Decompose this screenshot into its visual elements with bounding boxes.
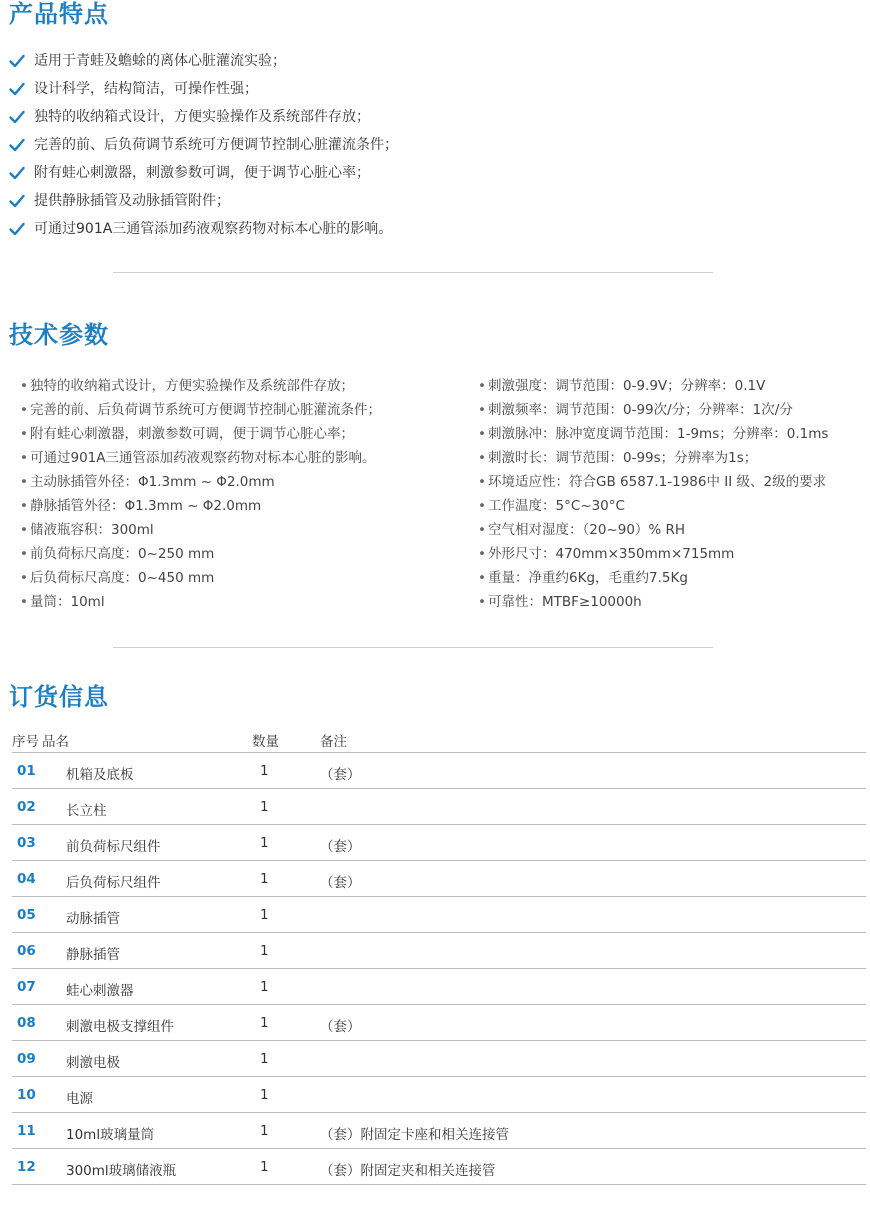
row-note: （套）附固定夹和相关连接管 <box>320 1163 496 1179</box>
bullet-icon: • <box>478 522 486 538</box>
feature-text: 独特的收纳箱式设计，方便实验操作及系统部件存放； <box>34 109 370 125</box>
param-text: 静脉插管外径：Φ1.3mm ~ Φ2.0mm <box>30 498 262 514</box>
bullet-icon: • <box>478 570 486 586</box>
table-header <box>12 726 866 753</box>
bullet-icon: • <box>20 594 28 610</box>
check-icon <box>9 194 25 208</box>
feature-text: 设计科学，结构简洁，可操作性强； <box>34 81 258 97</box>
table-row <box>12 1077 866 1113</box>
bullet-icon: • <box>478 546 486 562</box>
feature-item <box>0 159 870 187</box>
bullet-icon: • <box>20 426 28 442</box>
bullet-icon: • <box>478 378 486 394</box>
feature-item <box>0 215 870 243</box>
param-item <box>20 374 381 398</box>
param-item <box>478 566 828 590</box>
row-name: 静脉插管 <box>66 947 120 963</box>
param-item <box>20 422 381 446</box>
section-title-order: 订货信息 <box>9 683 109 711</box>
param-text: 完善的前、后负荷调节系统可方便调节控制心脏灌流条件； <box>30 402 381 418</box>
param-text: 刺激脉冲：脉冲宽度调节范围：1-9ms；分辨率：0.1ms <box>488 426 829 442</box>
row-no: 07 <box>17 979 36 995</box>
row-qty: 1 <box>260 1159 269 1175</box>
param-item <box>20 398 381 422</box>
table-row <box>12 861 866 897</box>
row-no: 04 <box>17 871 36 887</box>
feature-text: 完善的前、后负荷调节系统可方便调节控制心脏灌流条件； <box>34 137 398 153</box>
feature-text: 适用于青蛙及蟾蜍的离体心脏灌流实验； <box>34 53 286 69</box>
section-divider <box>113 647 713 648</box>
row-name: 机箱及底板 <box>66 767 134 783</box>
check-icon <box>9 82 25 96</box>
row-qty: 1 <box>260 1087 269 1103</box>
row-no: 03 <box>17 835 36 851</box>
table-row <box>12 1149 866 1185</box>
param-text: 刺激强度：调节范围：0-9.9V；分辨率：0.1V <box>488 378 766 394</box>
bullet-icon: • <box>478 474 486 490</box>
param-item <box>478 470 828 494</box>
row-note: （套） <box>320 767 361 783</box>
row-note: （套） <box>320 839 361 855</box>
row-name: 蛙心刺激器 <box>66 983 134 999</box>
bullet-icon: • <box>478 402 486 418</box>
table-row <box>12 897 866 933</box>
param-text: 附有蛙心刺激器，刺激参数可调，便于调节心脏心率； <box>30 426 354 442</box>
row-no: 06 <box>17 943 36 959</box>
param-item <box>478 398 828 422</box>
param-text: 储液瓶容积：300ml <box>30 522 154 538</box>
header-no: 序号 <box>12 734 39 750</box>
row-qty: 1 <box>260 1051 269 1067</box>
param-item <box>20 446 381 470</box>
feature-item <box>0 47 870 75</box>
param-text: 刺激频率：调节范围：0-99次/分；分辨率：1次/分 <box>488 402 793 418</box>
param-text: 可通过901A三通管添加药液观察药物对标本心脏的影响。 <box>30 450 376 466</box>
param-item <box>478 374 828 398</box>
bullet-icon: • <box>20 378 28 394</box>
feature-item <box>0 75 870 103</box>
param-item <box>20 494 381 518</box>
section-title-params: 技术参数 <box>9 321 109 349</box>
param-text: 刺激时长：调节范围：0-99s；分辨率为1s； <box>488 450 758 466</box>
row-no: 02 <box>17 799 36 815</box>
header-qty: 数量 <box>252 734 279 750</box>
bullet-icon: • <box>20 402 28 418</box>
header-name: 品名 <box>42 734 69 750</box>
row-note: （套） <box>320 875 361 891</box>
bullet-icon: • <box>20 546 28 562</box>
param-item <box>478 518 828 542</box>
param-item <box>20 542 381 566</box>
row-note: （套） <box>320 1019 361 1035</box>
row-name: 300ml玻璃储液瓶 <box>66 1163 177 1179</box>
row-no: 08 <box>17 1015 36 1031</box>
row-qty: 1 <box>260 871 269 887</box>
row-no: 01 <box>17 763 36 779</box>
bullet-icon: • <box>478 450 486 466</box>
bullet-icon: • <box>20 474 28 490</box>
row-name: 前负荷标尺组件 <box>66 839 161 855</box>
row-no: 05 <box>17 907 36 923</box>
table-row <box>12 1041 866 1077</box>
feature-text: 可通过901A三通管添加药液观察药物对标本心脏的影响。 <box>34 221 393 237</box>
row-name: 电源 <box>66 1091 93 1107</box>
param-text: 可靠性：MTBF≥10000h <box>488 594 642 610</box>
order-table <box>12 726 866 1185</box>
table-row <box>12 789 866 825</box>
table-row <box>12 1113 866 1149</box>
row-name: 长立柱 <box>66 803 107 819</box>
check-icon <box>9 54 25 68</box>
row-name: 刺激电极 <box>66 1055 120 1071</box>
row-name: 10ml玻璃量筒 <box>66 1127 155 1143</box>
check-icon <box>9 166 25 180</box>
table-row <box>12 825 866 861</box>
check-icon <box>9 222 25 236</box>
feature-text: 附有蛙心刺激器，刺激参数可调，便于调节心脏心率； <box>34 165 370 181</box>
section-divider <box>113 272 713 273</box>
row-qty: 1 <box>260 979 269 995</box>
row-qty: 1 <box>260 835 269 851</box>
bullet-icon: • <box>20 498 28 514</box>
param-text: 主动脉插管外径：Φ1.3mm ~ Φ2.0mm <box>30 474 275 490</box>
params-left-column <box>20 374 381 614</box>
row-no: 12 <box>17 1159 36 1175</box>
feature-item <box>0 187 870 215</box>
param-item <box>478 590 828 614</box>
param-item <box>20 470 381 494</box>
section-title-features: 产品特点 <box>9 0 109 28</box>
bullet-icon: • <box>20 450 28 466</box>
param-item <box>20 590 381 614</box>
param-text: 前负荷标尺高度：0~250 mm <box>30 546 215 562</box>
bullet-icon: • <box>20 570 28 586</box>
feature-list <box>0 47 870 243</box>
row-qty: 1 <box>260 1015 269 1031</box>
feature-item <box>0 131 870 159</box>
bullet-icon: • <box>478 594 486 610</box>
row-qty: 1 <box>260 943 269 959</box>
row-no: 09 <box>17 1051 36 1067</box>
feature-item <box>0 103 870 131</box>
param-text: 外形尺寸：470mm×350mm×715mm <box>488 546 735 562</box>
row-note: （套）附固定卡座和相关连接管 <box>320 1127 509 1143</box>
table-row <box>12 1005 866 1041</box>
param-item <box>478 542 828 566</box>
row-qty: 1 <box>260 799 269 815</box>
param-text: 重量：净重约6Kg，毛重约7.5Kg <box>488 570 688 586</box>
table-row <box>12 969 866 1005</box>
param-item <box>478 494 828 518</box>
param-item <box>20 518 381 542</box>
bullet-icon: • <box>478 426 486 442</box>
row-qty: 1 <box>260 907 269 923</box>
param-item <box>478 422 828 446</box>
table-row <box>12 933 866 969</box>
param-text: 空气相对湿度：（20~90）% RH <box>488 522 686 538</box>
row-name: 动脉插管 <box>66 911 120 927</box>
bullet-icon: • <box>20 522 28 538</box>
param-item <box>478 446 828 470</box>
param-text: 独特的收纳箱式设计，方便实验操作及系统部件存放； <box>30 378 354 394</box>
bullet-icon: • <box>478 498 486 514</box>
check-icon <box>9 110 25 124</box>
row-qty: 1 <box>260 1123 269 1139</box>
row-name: 后负荷标尺组件 <box>66 875 161 891</box>
param-text: 后负荷标尺高度：0~450 mm <box>30 570 215 586</box>
row-no: 11 <box>17 1123 36 1139</box>
row-no: 10 <box>17 1087 36 1103</box>
table-row <box>12 753 866 789</box>
row-name: 刺激电极支撑组件 <box>66 1019 174 1035</box>
param-text: 环境适应性：符合GB 6587.1-1986中 II 级、2级的要求 <box>488 474 827 490</box>
param-text: 量筒：10ml <box>30 594 105 610</box>
check-icon <box>9 138 25 152</box>
param-text: 工作温度：5°C~30°C <box>488 498 625 514</box>
params-right-column <box>478 374 828 614</box>
param-item <box>20 566 381 590</box>
row-qty: 1 <box>260 763 269 779</box>
header-note: 备注 <box>320 734 347 750</box>
feature-text: 提供静脉插管及动脉插管附件； <box>34 193 230 209</box>
